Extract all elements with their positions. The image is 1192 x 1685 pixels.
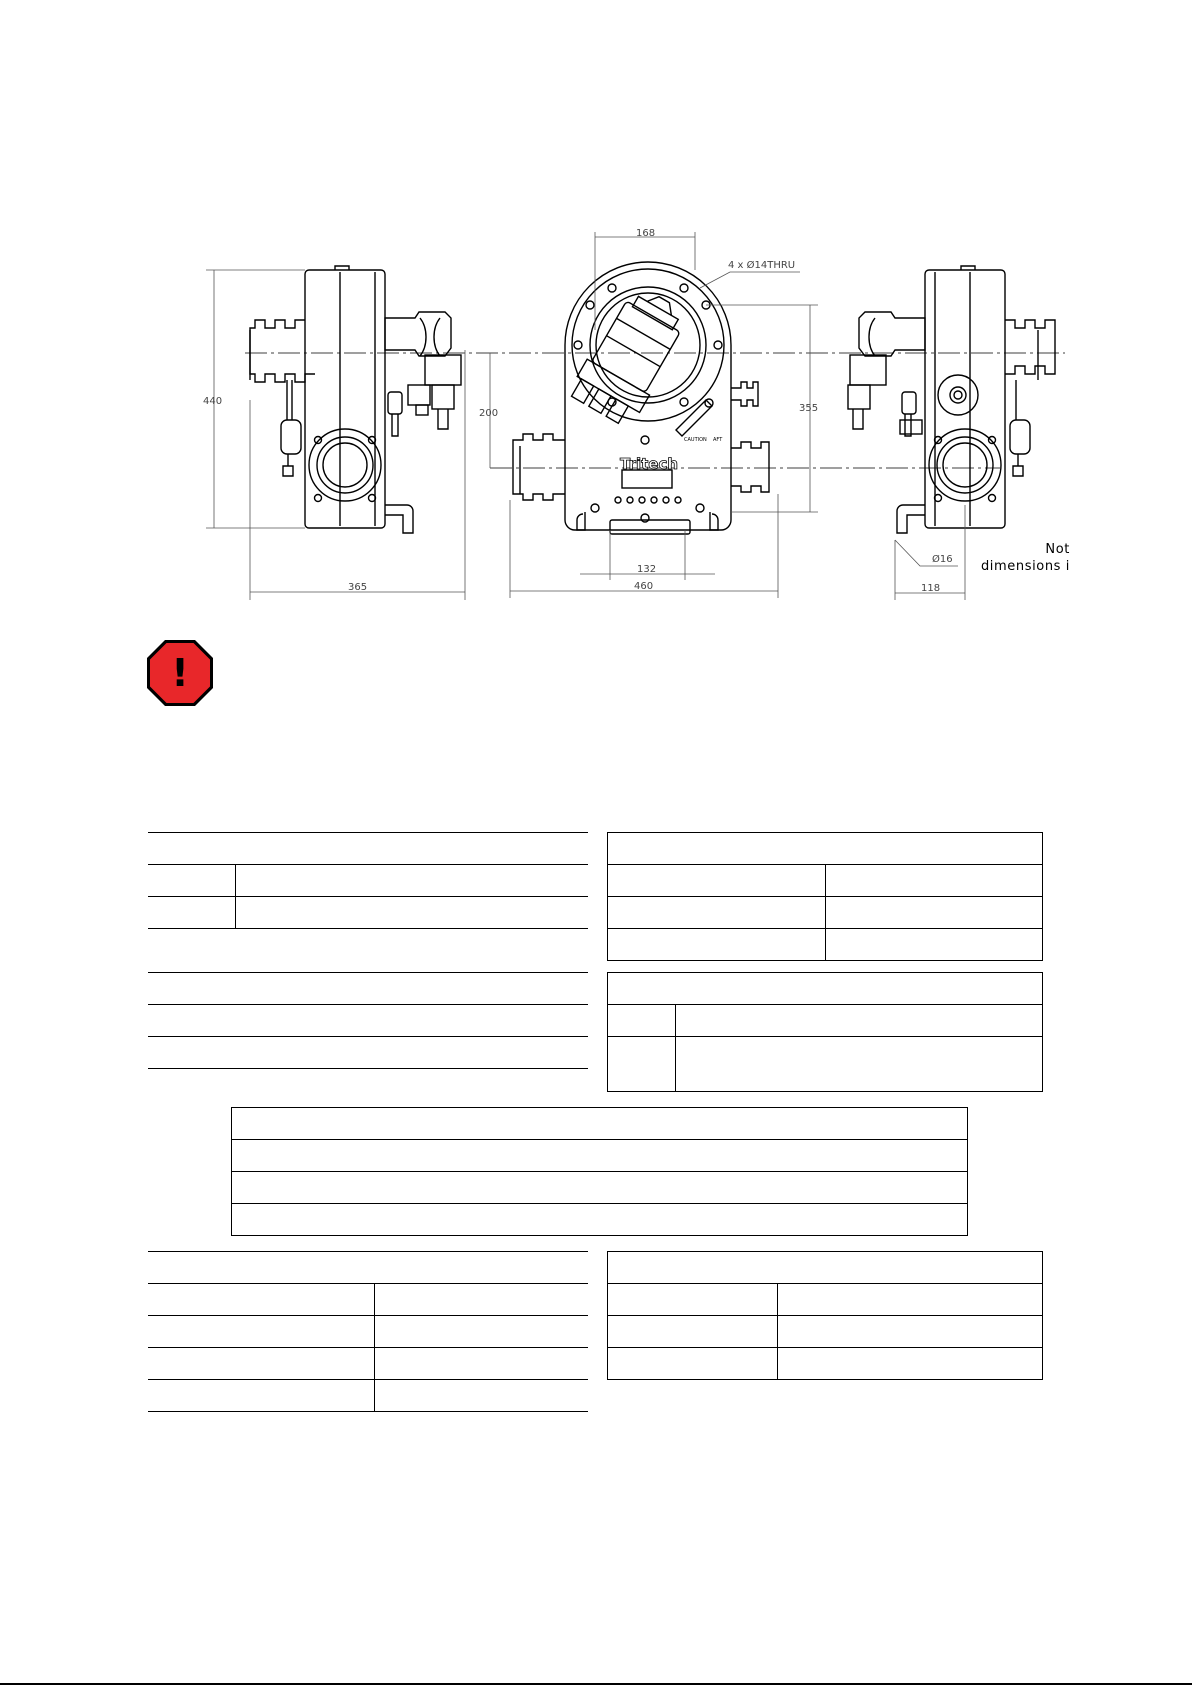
warning-glyph: ! xyxy=(171,651,189,695)
table-row xyxy=(608,1284,1043,1316)
table-row xyxy=(608,1316,1043,1348)
table-b xyxy=(607,832,1043,961)
dim-355: 355 xyxy=(799,403,819,414)
table-row xyxy=(148,865,588,897)
table-row xyxy=(608,1252,1043,1284)
table-row xyxy=(148,1284,588,1316)
dim-168: 168 xyxy=(636,228,656,239)
right-side-view xyxy=(848,266,1055,533)
table-row xyxy=(608,929,1043,961)
table-row xyxy=(148,1005,588,1037)
table-row xyxy=(608,1348,1043,1380)
table-row xyxy=(148,1380,588,1412)
table-row xyxy=(608,1005,1043,1037)
dim-365: 365 xyxy=(348,582,368,593)
table-row xyxy=(148,833,588,865)
dim-440: 440 xyxy=(203,396,223,407)
table-row xyxy=(148,973,588,1005)
technical-drawing xyxy=(0,0,1192,620)
table-row xyxy=(232,1172,968,1204)
dim-200: 200 xyxy=(479,408,499,419)
left-side-view xyxy=(250,266,461,533)
dim-132: 132 xyxy=(637,564,657,575)
table-row xyxy=(148,1316,588,1348)
drawing-note: Not dimensions i xyxy=(980,542,1070,574)
table-row xyxy=(148,1252,588,1284)
decal-caution: CAUTION xyxy=(684,437,707,443)
dim-118: 118 xyxy=(921,583,941,594)
table-row xyxy=(608,865,1043,897)
table-e xyxy=(231,1107,968,1236)
table-row xyxy=(608,1037,1043,1092)
dim-dia16: Ø16 xyxy=(932,554,953,565)
table-row xyxy=(608,833,1043,865)
table-row xyxy=(232,1140,968,1172)
table-g xyxy=(607,1251,1043,1380)
table-row xyxy=(232,1108,968,1140)
dim-460: 460 xyxy=(634,581,654,592)
table-row xyxy=(148,1037,588,1069)
table-row xyxy=(608,897,1043,929)
brand-text: Tritech xyxy=(620,455,679,473)
table-row xyxy=(148,897,588,929)
front-view xyxy=(513,262,769,534)
table-d xyxy=(607,972,1043,1092)
dim-holes: 4 x Ø14THRU xyxy=(728,260,796,271)
table-a xyxy=(148,832,588,929)
warning-octagon-icon xyxy=(145,638,215,708)
table-f xyxy=(148,1251,588,1412)
table-row xyxy=(608,973,1043,1005)
table-row xyxy=(232,1204,968,1236)
table-row xyxy=(148,1348,588,1380)
table-c xyxy=(148,972,588,1069)
decal-aft: AFT xyxy=(713,437,723,443)
